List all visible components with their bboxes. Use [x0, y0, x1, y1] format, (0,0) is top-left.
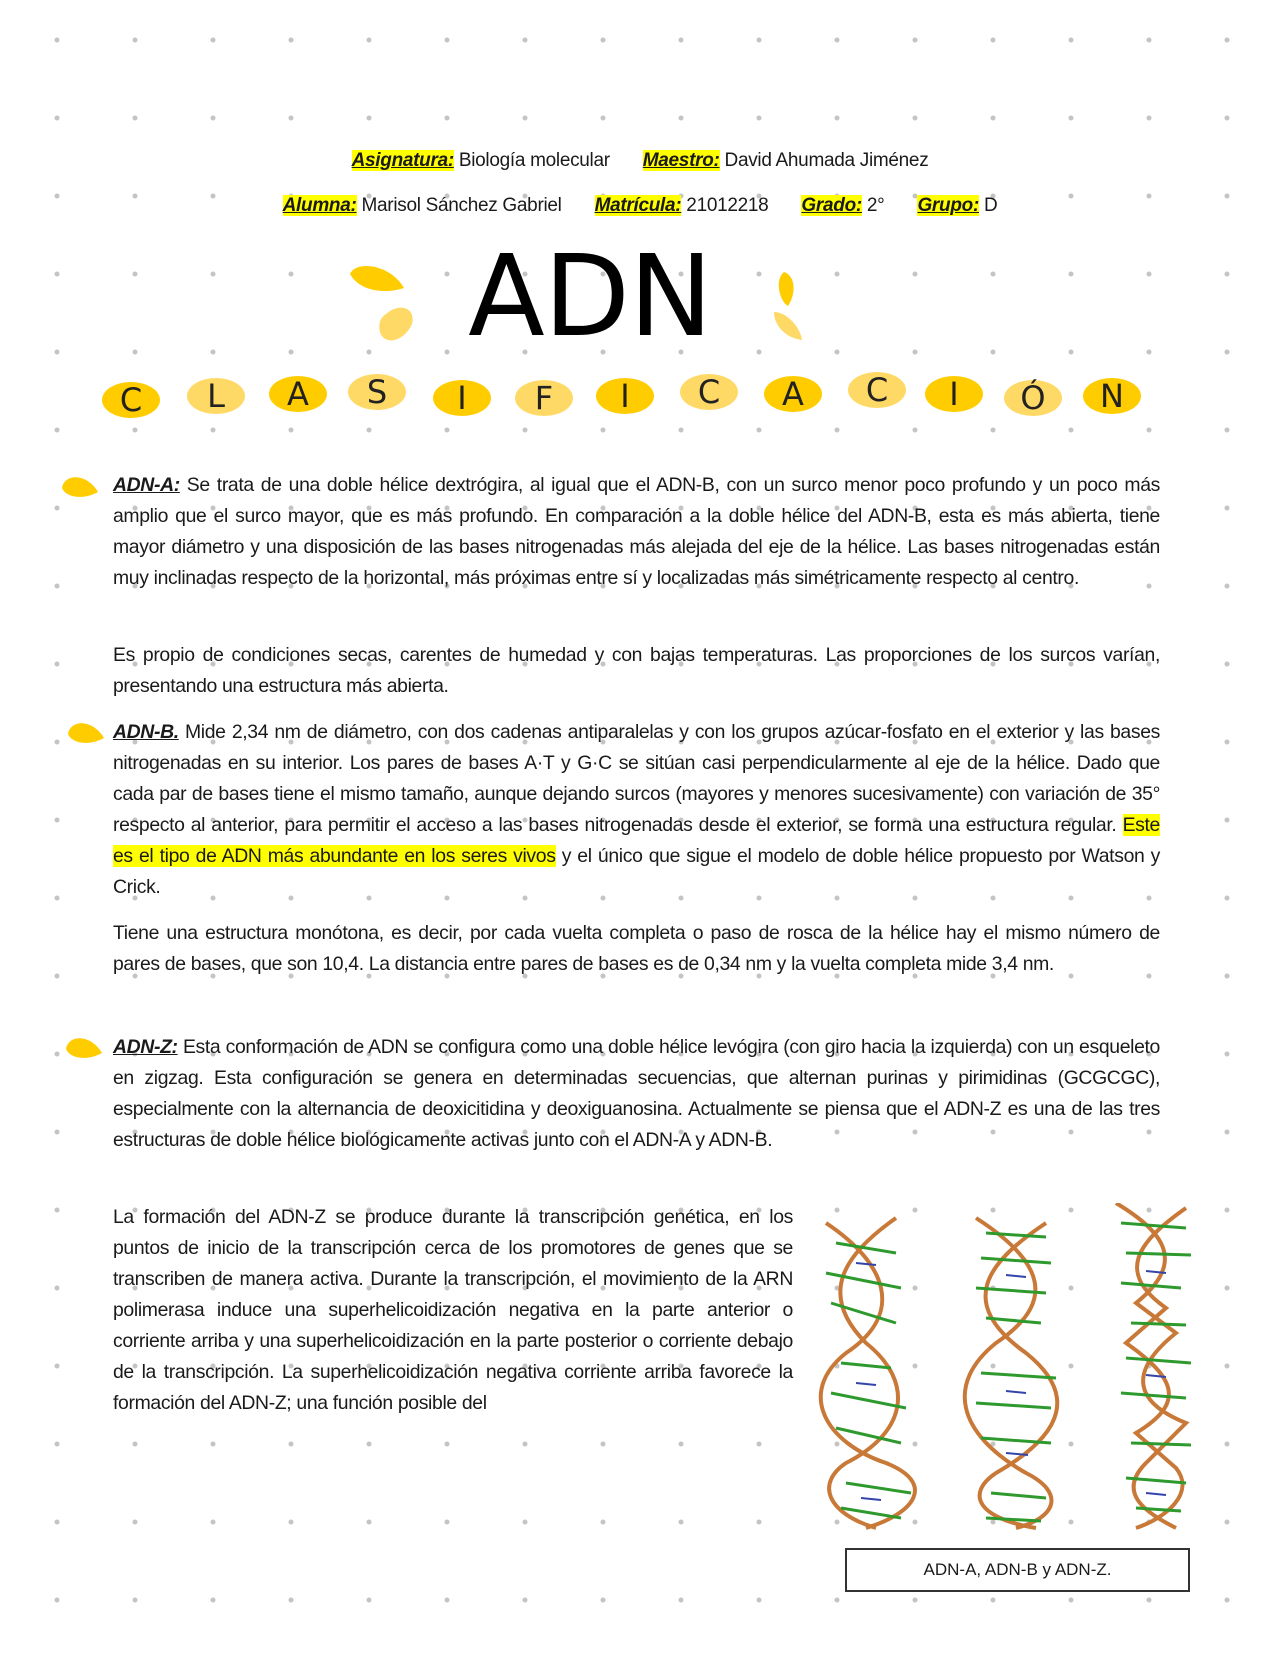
subtitle-letter: C	[680, 374, 738, 410]
subtitle-letter: L	[187, 378, 245, 414]
subtitle-letter: C	[848, 372, 906, 408]
subtitle-letter: S	[348, 374, 406, 410]
figure-caption: ADN-A, ADN-B y ADN-Z.	[845, 1548, 1190, 1592]
subtitle-letter: Ó	[1004, 380, 1062, 416]
subtitle-letter: N	[1083, 378, 1141, 414]
alumna-field: Alumna: Marisol Sánchez Gabriel	[282, 195, 562, 216]
adnb-helix	[965, 1218, 1058, 1528]
adnz-helix	[1116, 1203, 1191, 1528]
matricula-field: Matrícula: 21012218	[594, 195, 769, 216]
leaf-bullet-icon	[66, 718, 106, 744]
subtitle-letter: F	[515, 380, 573, 416]
header-line-2	[0, 195, 1280, 217]
subtitle-clasificacion	[0, 371, 1280, 428]
subtitle-letter: C	[102, 382, 160, 418]
subtitle-letter: A	[269, 376, 327, 412]
grupo-field: Grupo: D	[917, 195, 998, 216]
subtitle-letter: I	[596, 378, 654, 414]
grado-field: Grado: 2°	[801, 195, 885, 216]
dna-helices-figure	[806, 1203, 1246, 1533]
page-title: ADN	[468, 232, 712, 362]
asignatura-field: Asignatura: Biología molecular	[351, 150, 610, 171]
subtitle-letter: I	[433, 380, 491, 416]
petal-icon	[346, 262, 416, 352]
adnz-paragraph-2: La formación del ADN-Z se produce durante la transcripción genética, en los puntos de inicio de la transcripción cerca de los promotores de genes que se transcriben de manera activa. Durante la transcripción, el movimiento de la ARN polimerasa induce una superhelicoidización negativa en la parte anterior o corriente arriba y una superhelicoidización en la parte posterior o corriente debajo de la transcripción. La superhelicoidización negativa corriente arriba favorece la formación del ADN-Z; una función posible del	[113, 1206, 793, 1414]
adnb-paragraph-2: Tiene una estructura monótona, es decir, por cada vuelta completa o paso de rosca de la hélice hay el mismo número de pares de bases, que son 10,4. La distancia entre pares de bases es de 0,34 nm y la vuelta completa mide 3,4 nm.	[113, 922, 1160, 975]
header-line-1	[0, 150, 1280, 172]
adna-paragraph-2: Es propio de condiciones secas, carentes de humedad y con bajas temperaturas. Las proporciones de los surcos varían, presentando una estructura más abierta.	[113, 644, 1160, 697]
petal-icon	[770, 268, 810, 348]
maestro-field: Maestro: David Ahumada Jiménez	[642, 150, 929, 171]
subtitle-letter: I	[925, 376, 983, 412]
adna-paragraph-1: ADN-A: Se trata de una doble hélice dextrógira, al igual que el ADN-B, con un surco menor poco profundo y un poco más amplio que el surco mayor, que es más profundo. En comparación a la doble hélice del ADN-B, esta es más abierta, tiene mayor diámetro y una disposición de las bases nitrogenadas más alejada del eje de la hélice. Las bases nitrogenadas están muy inclinadas respecto de la horizontal, más próximas entre sí y localizadas más simétricamente respecto al centro.	[113, 474, 1160, 589]
subtitle-letter: A	[764, 376, 822, 412]
leaf-bullet-icon	[64, 1033, 104, 1059]
adnb-paragraph-1: ADN-B. Mide 2,34 nm de diámetro, con dos cadenas antiparalelas y con los grupos azúcar-fosfato en el exterior y las bases nitrogenadas en su interior. Los pares de bases A·T y G·C se sitúan casi perpendicularmente al eje de la hélice. Dado que cada par de bases tiene el mismo tamaño, aunque dejando surcos (mayores y menores sucesivamente) con variación de 35° respecto al anterior, para permitir el acceso a las bases nitrogenadas desde el exterior, se forma una estructura regular. Este es el tipo de ADN más abundante en los seres vivos y el único que sigue el modelo de doble hélice propuesto por Watson y Crick.	[113, 721, 1160, 898]
adna-helix	[821, 1218, 915, 1528]
leaf-bullet-icon	[60, 472, 100, 498]
adnz-paragraph-1: ADN-Z: Esta conformación de ADN se configura como una doble hélice levógira (con giro hacia la izquierda) con un esqueleto en zigzag. Esta configuración se genera en determinadas secuencias, que alternan purinas y pirimidinas (GCGCGC), especialmente con la alternancia de deoxicitidina y deoxiguanosina. Actualmente se piensa que el ADN-Z es una de las tres estructuras de doble hélice biológicamente activas junto con el ADN-A y ADN-B.	[113, 1036, 1160, 1151]
